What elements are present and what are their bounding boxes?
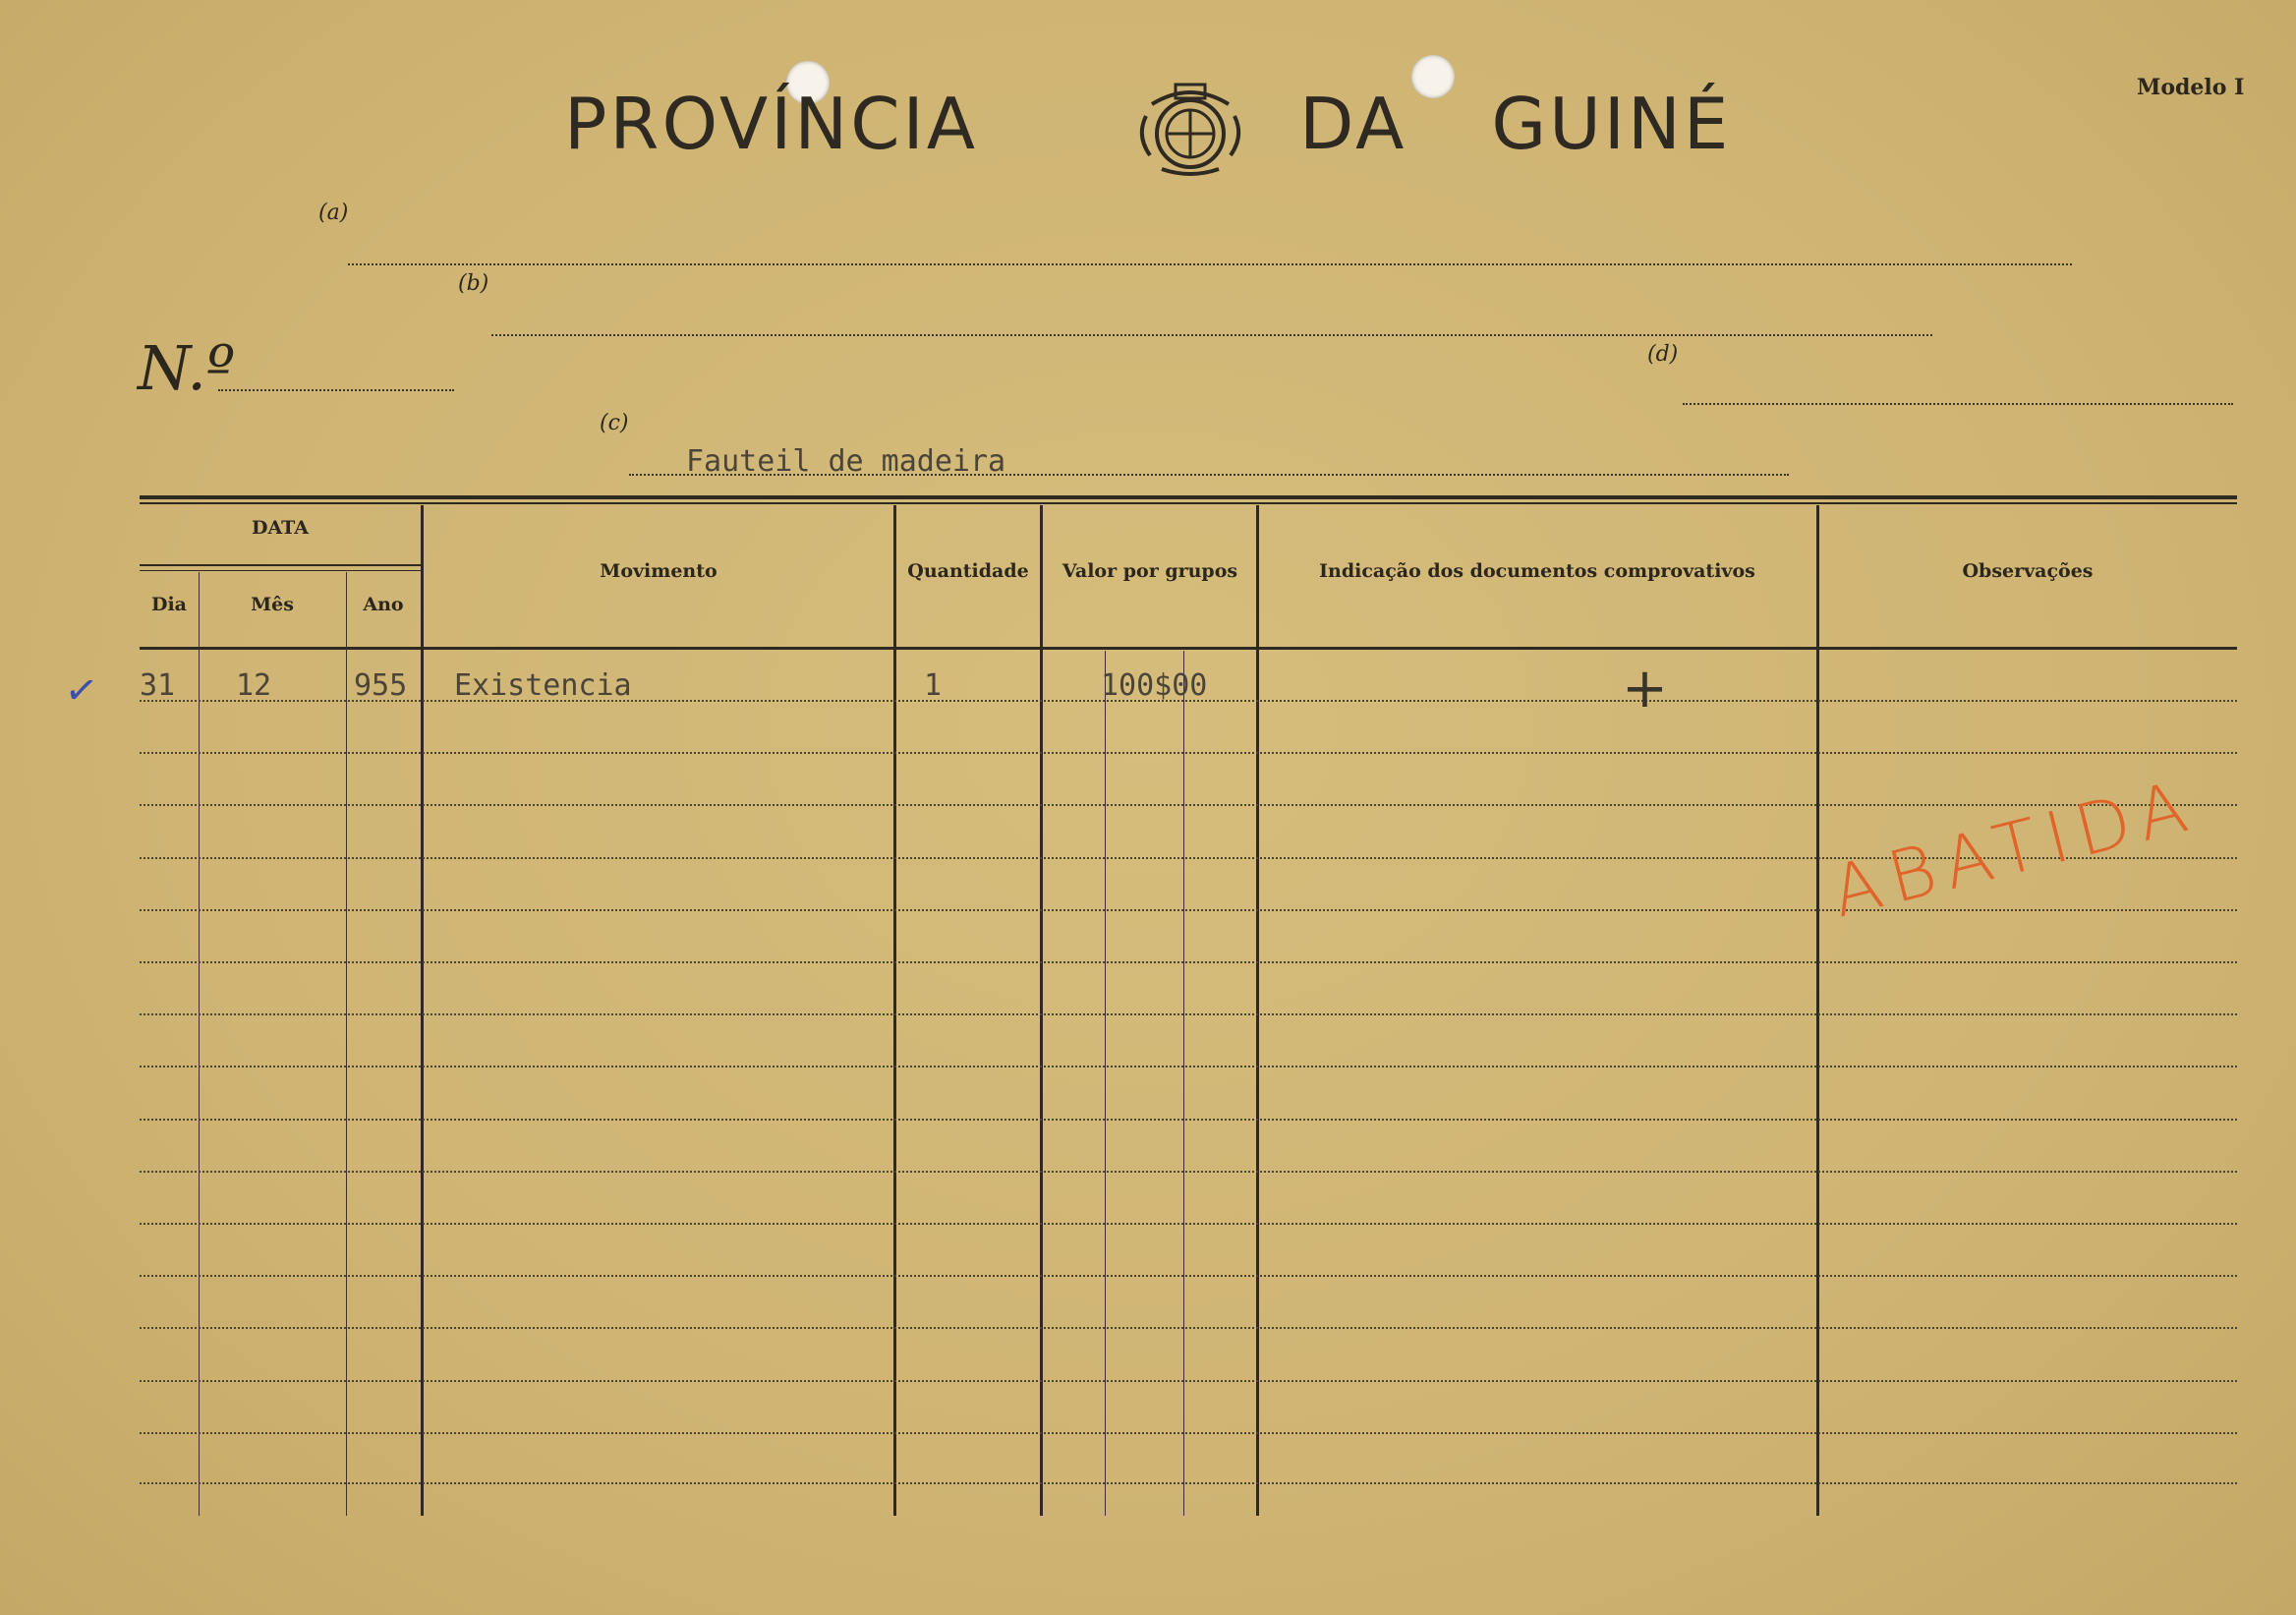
numero-label: N.º <box>138 332 236 404</box>
col-line-movimento <box>893 505 896 1516</box>
col-line-data <box>421 505 424 1516</box>
data-group-rule-2 <box>140 570 421 571</box>
table-top-rule-2 <box>140 502 2237 504</box>
row-line <box>140 961 2237 963</box>
row-1-ano: 955 <box>354 668 408 703</box>
table-top-rule <box>140 495 2237 499</box>
coat-of-arms-emblem-icon <box>1132 77 1248 179</box>
data-group-rule <box>140 564 421 566</box>
row-line <box>140 1171 2237 1173</box>
field-d-label: (d) <box>1647 342 1679 367</box>
row-line <box>140 1380 2237 1382</box>
header-ano: Ano <box>363 594 404 615</box>
row-1-valor: 100$00 <box>1101 668 1208 703</box>
row-1-dia: 31 <box>140 668 176 703</box>
abatida-stamp: ABATIDA <box>1823 763 2205 934</box>
row-line <box>140 1066 2237 1067</box>
row-line <box>140 1223 2237 1225</box>
header-observacoes: Observações <box>1962 560 2094 582</box>
field-b-line[interactable] <box>491 334 1932 336</box>
field-b-label: (b) <box>458 271 489 296</box>
col-line-quantidade <box>1040 505 1043 1516</box>
row-line <box>140 1482 2237 1484</box>
col-line-dia-mes <box>199 572 200 1516</box>
col-line-valor-sub1 <box>1105 651 1106 1516</box>
item-description: Fauteil de madeira <box>686 444 1006 479</box>
row-1-document-mark: + <box>1622 657 1668 721</box>
col-line-documentos <box>1816 505 1819 1516</box>
row-1-movimento: Existencia <box>454 668 632 703</box>
row-line <box>140 804 2237 806</box>
title-right: DA GUINÉ <box>1299 83 1732 165</box>
header-bottom-rule <box>140 647 2237 650</box>
numero-line[interactable] <box>218 389 454 391</box>
row-line <box>140 1327 2237 1329</box>
field-a-line[interactable] <box>348 263 2072 265</box>
field-d-line[interactable] <box>1683 403 2233 405</box>
row-line <box>140 752 2237 754</box>
row-line <box>140 1432 2237 1434</box>
row-1-quantidade: 1 <box>924 668 943 703</box>
header-quantidade: Quantidade <box>907 560 1029 582</box>
col-line-mes-ano <box>346 572 347 1516</box>
header-valor: Valor por grupos <box>1062 560 1238 582</box>
header-movimento: Movimento <box>600 560 718 582</box>
header-mes: Mês <box>251 594 294 615</box>
col-line-valor <box>1256 505 1259 1516</box>
header-data: DATA <box>251 517 310 539</box>
header-dia: Dia <box>150 594 187 615</box>
field-c-label: (c) <box>600 411 629 435</box>
row-line <box>140 1119 2237 1121</box>
header-documentos: Indicação dos documentos comprovativos <box>1319 560 1755 582</box>
model-label: Modelo I <box>2137 75 2245 100</box>
row-line <box>140 1013 2237 1015</box>
row-1-mes: 12 <box>236 668 272 703</box>
margin-check-mark: ✓ <box>61 665 101 717</box>
row-line <box>140 1275 2237 1277</box>
col-line-valor-sub2 <box>1183 651 1184 1516</box>
title-left: PROVÍNCIA <box>564 83 978 165</box>
field-a-label: (a) <box>318 201 349 225</box>
